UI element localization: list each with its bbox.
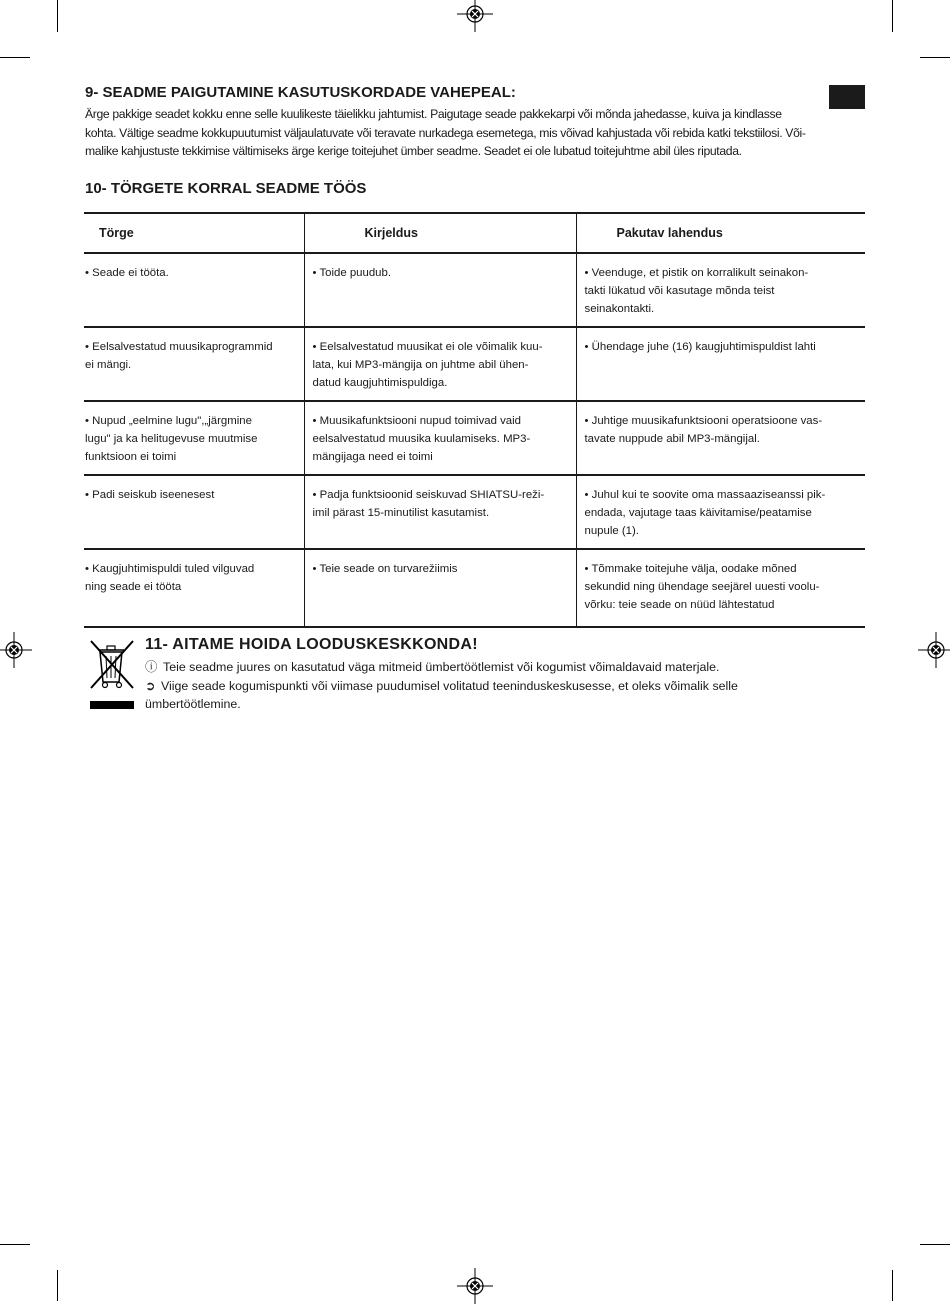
cell-line: lugu" ja ka helitugevuse muutmise [85,433,258,445]
description-cell [304,475,576,549]
table-row [84,549,865,627]
cell-line: funktsioon ei toimi [85,451,177,463]
cell-line: mängijaga need ei toimi [312,451,433,463]
cell-line: • Kaugjuhtimispuldi tuled vilguvad [85,563,255,575]
cell-line: eelsalvestatud muusika kuulamiseks. MP3- [312,433,531,445]
cell-line: • Ühendage juhe (16) kaugjuhtimispuldist lahti [584,341,816,353]
solution-cell [576,253,865,327]
table-row [84,327,865,401]
cell-line: lata, kui MP3-mängija on juhtme abil ühen- [312,359,529,371]
cell-line: • Juhul kui te soovite oma massaaziseanssi pik- [584,489,826,501]
section-10-title: 10- TÖRGETE KORRAL SEADME TÖÖS [85,180,367,197]
cell-line: datud kaugjuhtimispuldiga. [312,377,448,389]
registration-mark-icon [918,632,950,668]
solution-cell [576,327,865,401]
solution-cell [576,401,865,475]
cell-line: takti lükatud või kasutage mõnda teist [584,285,775,297]
cell-line: • Juhtige muusikafunktsiooni operatsioone vas- [584,415,823,427]
description-cell [304,549,576,627]
cell-line: • Tõmmake toitejuhe välja, oodake mõned [584,563,797,575]
info-icon: ⓘ [145,660,158,674]
cell-line: võrku: teie seade on nüüd lähtestatud [584,599,775,611]
info-line [145,658,719,676]
cell-line: tavate nuppude abil MP3-mängijal. [584,433,760,445]
cell-line: • Padi seiskub iseenesest [85,489,215,501]
cell-line: • Nupud „eelmine lugu",„järgmine [85,415,252,427]
fault-cell [84,327,304,401]
fault-cell [84,401,304,475]
description-cell [304,401,576,475]
table-header-row [84,213,865,253]
cell-line: imil pärast 15-minutilist kasutamist. [312,507,490,519]
cell-line: • Eelsalvestatud muusikat ei ole võimalik kuu- [312,341,543,353]
crop-mark [920,57,950,58]
description-cell [304,253,576,327]
section-9-line: kohta. Vältige seadme kokkupuutumist väljaulatuvate või teravate nurkadega esemetega, mis võivad kahjustada või rebida katki tekstiilosi. Või- [85,125,806,140]
section-11-title: 11- AITAME HOIDA LOODUSKESKKONDA! [145,636,478,653]
cell-line: • Padja funktsioonid seiskuvad SHIATSU-reži- [312,489,545,501]
section-9-line: Ärge pakkige seadet kokku enne selle kuulikeste täielikku jahtumist. Paigutage seade pakkekarpi või mõnda jahedasse, kuiva ja kindlasse [85,107,782,121]
table-row [84,253,865,327]
table-row [84,475,865,549]
cell-line: • Toide puudub. [312,267,392,279]
fault-cell [84,475,304,549]
solution-cell [576,475,865,549]
cell-line: • Veenduge, et pistik on korralikult seinakon- [584,267,809,279]
arrow-icon: ➲ [145,679,156,693]
column-header-description: Kirjeldus [304,213,576,253]
crossed-out-bin-icon [88,638,136,712]
cell-line: • Eelsalvestatud muusikaprogrammid [85,341,273,353]
description-cell [304,327,576,401]
recycle-line [145,677,738,695]
recycle-line-continued: ümbertöötlemine. [145,697,241,711]
recycle-text: Viige seade kogumispunkti või viimase puudumisel volitatud teeninduskeskusesse, et oleks võimalik selle [161,679,738,693]
crop-mark [920,1244,950,1245]
cell-line: • Seade ei tööta. [85,267,169,279]
crop-mark [892,1270,893,1301]
solution-cell [576,549,865,627]
registration-mark-icon [457,0,493,32]
registration-mark-icon [0,632,32,668]
cell-line: nupule (1). [584,525,639,537]
cell-line: ei mängi. [85,359,132,371]
fault-cell [84,253,304,327]
cell-line: seinakontakti. [584,303,655,315]
crop-mark [0,57,30,58]
cell-line: sekundid ning ühendage seejärel uuesti voolu- [584,581,820,593]
crop-mark [57,1270,58,1301]
table-row [84,401,865,475]
cell-line: ning seade ei tööta [85,581,182,593]
column-header-solution: Pakutav lahendus [576,213,865,253]
crop-mark [892,0,893,32]
cell-line: • Muusikafunktsiooni nupud toimivad vaid [312,415,522,427]
fault-cell [84,549,304,627]
registration-mark-icon [457,1268,493,1304]
cell-line: • Teie seade on turvarežiimis [312,563,458,575]
section-9-line: malike kahjustuste tekkimise vältimiseks ärge kerige toitejuhet ümber seadme. Seadet ei ole lubatud toitejuhtme abil üles riputada. [85,144,742,158]
section-9-body [85,105,855,161]
cell-line: endada, vajutage taas käivitamise/peatamise [584,507,812,519]
column-header-fault: Törge [84,213,304,253]
section-9-title: 9- SEADME PAIGUTAMINE KASUTUSKORDADE VAHEPEAL: [85,84,516,101]
crop-mark [0,1244,30,1245]
troubleshooting-table [84,212,865,628]
info-text: Teie seadme juures on kasutatud väga mitmeid ümbertöötlemist või kogumist võimaldavaid materjale. [163,660,720,674]
crop-mark [57,0,58,32]
